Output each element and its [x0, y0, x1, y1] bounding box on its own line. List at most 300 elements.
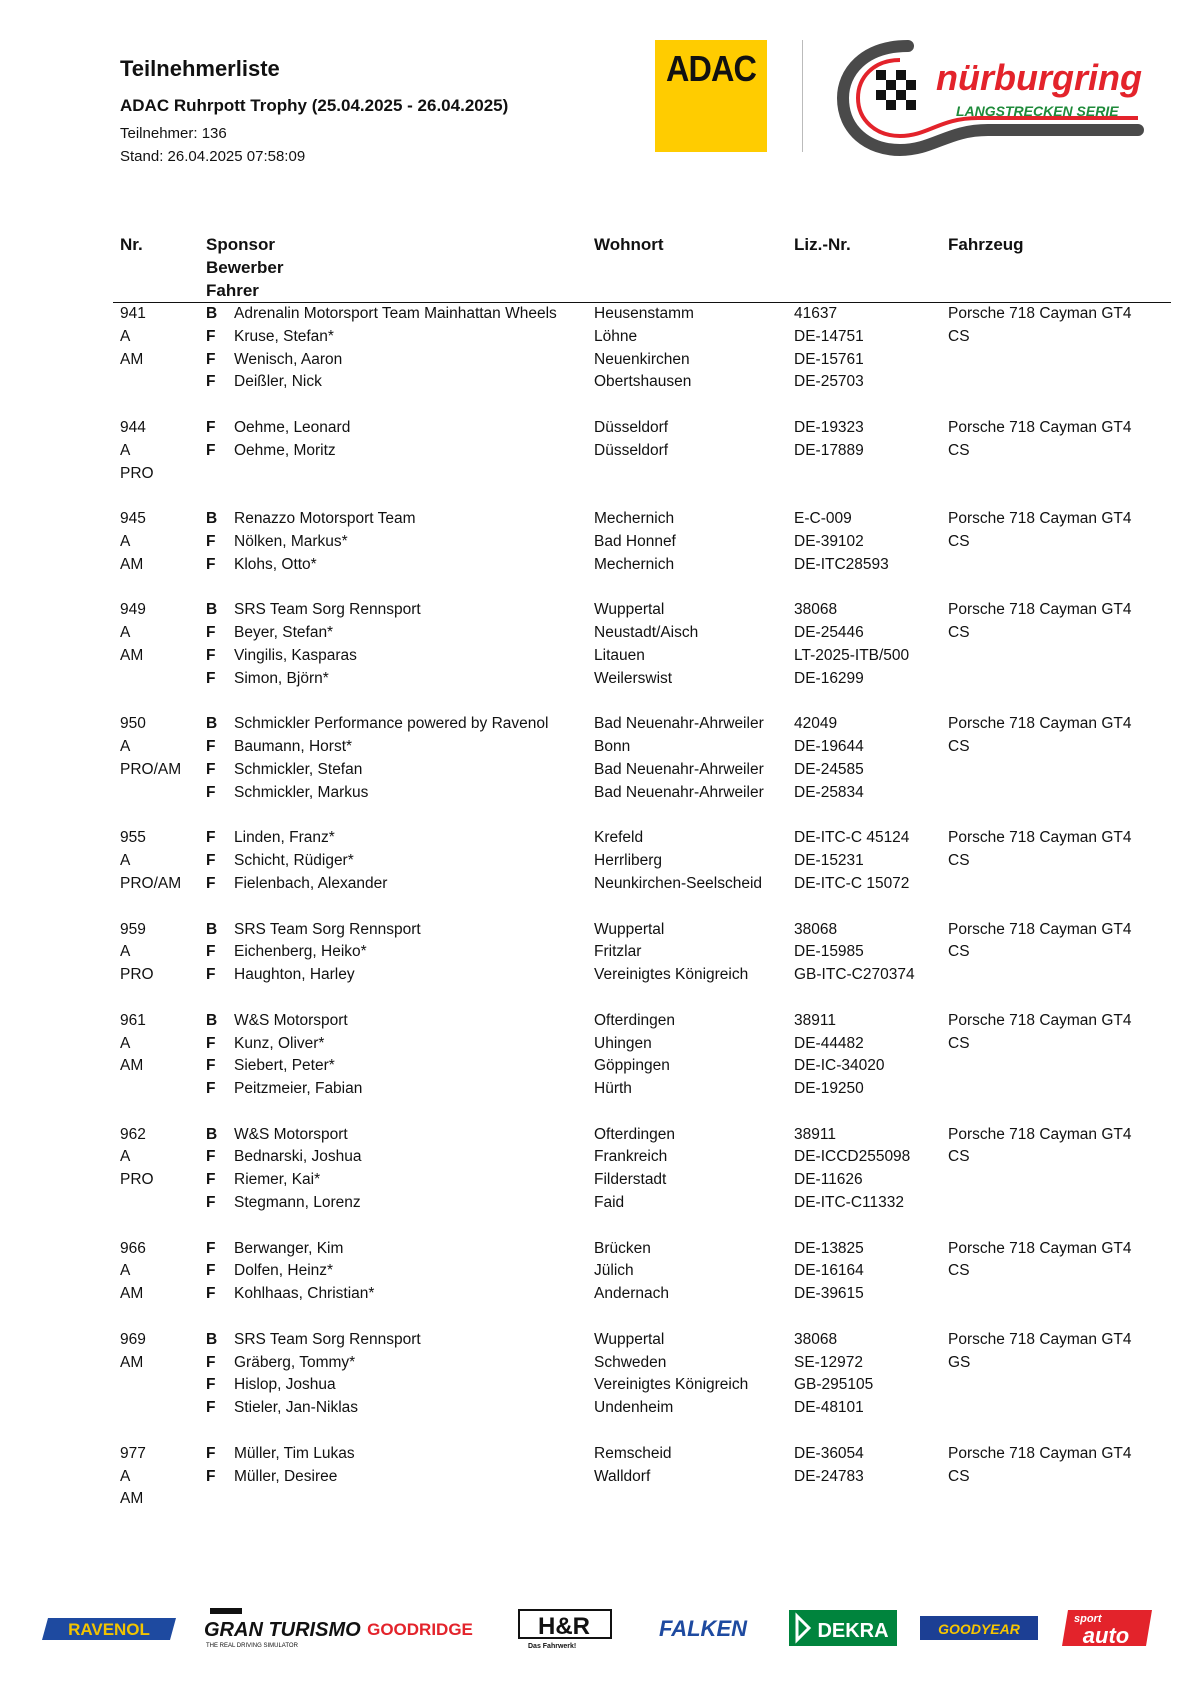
- role-code: B: [206, 1125, 218, 1143]
- table-row: [0, 1010, 1190, 1033]
- residence: Neunkirchen-Seelscheid: [594, 874, 763, 892]
- dekra-text: DEKRA: [817, 1620, 889, 1642]
- entry-group: [0, 417, 1190, 508]
- vehicle: CS: [948, 327, 970, 345]
- role-code: B: [206, 1011, 218, 1029]
- license-number: DE-14751: [794, 327, 864, 345]
- entry-spacer: [0, 1101, 1190, 1124]
- residence: Faid: [594, 1194, 625, 1212]
- role-code: F: [206, 1239, 216, 1257]
- entry-spacer: [0, 1420, 1190, 1443]
- role-code: F: [206, 760, 216, 778]
- role-code: F: [206, 852, 216, 870]
- vehicle: Porsche 718 Cayman GT4: [948, 1239, 1132, 1257]
- table-row: [0, 303, 1190, 326]
- residence: Vereinigtes Königreich: [594, 1376, 749, 1394]
- participant-name: SRS Team Sorg Rennsport: [234, 920, 421, 938]
- residence: Jülich: [594, 1262, 634, 1280]
- vehicle: Porsche 718 Cayman GT4: [948, 1125, 1132, 1143]
- table-row: [0, 1033, 1190, 1056]
- license-number: 42049: [794, 715, 838, 733]
- table-row: [0, 554, 1190, 577]
- participant-name: Linden, Franz*: [234, 829, 335, 847]
- license-number: GB-ITC-C270374: [794, 966, 915, 984]
- entry-spacer: [0, 577, 1190, 600]
- vehicle: Porsche 718 Cayman GT4: [948, 829, 1132, 847]
- residence: Wuppertal: [594, 920, 665, 938]
- entry-class: 950: [120, 715, 146, 733]
- table-row: [0, 417, 1190, 440]
- document-title: Teilnehmerliste: [120, 56, 280, 81]
- license-number: DE-19323: [794, 418, 864, 436]
- vehicle: CS: [948, 624, 970, 642]
- role-code: F: [206, 1467, 216, 1485]
- nurburgring-logo: [838, 38, 1163, 156]
- residence: Vereinigtes Königreich: [594, 966, 749, 984]
- residence: Löhne: [594, 327, 638, 345]
- role-code: B: [206, 305, 218, 322]
- nurburgring-wordmark: nürburgring: [936, 57, 1142, 98]
- gran-turismo-sub: THE REAL DRIVING SIMULATOR: [206, 1643, 298, 1649]
- role-code: F: [206, 1194, 216, 1212]
- logo-divider: [802, 40, 803, 152]
- license-number: DE-17889: [794, 441, 864, 459]
- table-row: [0, 1192, 1190, 1215]
- col-fahrzeug: Fahrzeug: [948, 235, 1024, 254]
- entry-spacer: [0, 1511, 1190, 1534]
- table-row: [0, 645, 1190, 668]
- col-wohnort: Wohnort: [594, 235, 664, 254]
- entry-class: AM: [120, 350, 144, 368]
- vehicle: Porsche 718 Cayman GT4: [948, 1444, 1132, 1462]
- nurburgring-subtitle: LANGSTRECKEN SERIE: [956, 103, 1119, 119]
- participant-name: W&S Motorsport: [234, 1011, 348, 1029]
- goodridge-logo: [345, 1606, 495, 1650]
- entry-class: 977: [120, 1444, 146, 1462]
- license-number: DE-25834: [794, 783, 864, 801]
- license-number: DE-16164: [794, 1262, 864, 1280]
- entry-class: PRO: [120, 464, 154, 482]
- role-code: F: [206, 441, 216, 459]
- vehicle: Porsche 718 Cayman GT4: [948, 601, 1132, 619]
- entry-class: AM: [120, 646, 144, 664]
- sport-auto-sub: sport: [1074, 1613, 1102, 1625]
- participant-name: Schmickler, Stefan: [234, 760, 363, 778]
- residence: Neustadt/Aisch: [594, 624, 699, 642]
- entry-group: [0, 1329, 1190, 1443]
- table-row: [0, 759, 1190, 782]
- role-code: F: [206, 1034, 216, 1052]
- vehicle: CS: [948, 943, 970, 961]
- table-row: [0, 668, 1190, 691]
- table-row: [0, 782, 1190, 805]
- vehicle: Porsche 718 Cayman GT4: [948, 418, 1132, 436]
- license-number: GB-295105: [794, 1376, 874, 1394]
- role-code: F: [206, 532, 216, 550]
- table-row: [0, 736, 1190, 759]
- entry-group: [0, 599, 1190, 713]
- entry-spacer: [0, 485, 1190, 508]
- license-number: DE-11626: [794, 1171, 863, 1189]
- residence: Bonn: [594, 738, 631, 756]
- entry-spacer: [0, 691, 1190, 714]
- participant-name: Beyer, Stefan*: [234, 624, 334, 642]
- participant-name: Haughton, Harley: [234, 966, 355, 984]
- license-number: 38068: [794, 1330, 838, 1348]
- entry-class: 962: [120, 1125, 146, 1143]
- col-sponsor: Sponsor: [206, 235, 275, 254]
- goodridge-text: GOODRIDGE: [367, 1620, 473, 1639]
- vehicle: CS: [948, 852, 970, 870]
- participant-name: Riemer, Kai*: [234, 1171, 321, 1189]
- table-row: [0, 1397, 1190, 1420]
- role-code: B: [206, 1330, 218, 1348]
- entry-spacer: [0, 987, 1190, 1010]
- table-row: [0, 873, 1190, 896]
- entry-class: AM: [120, 1057, 144, 1075]
- table-row: [0, 1443, 1190, 1466]
- entry-group: [0, 827, 1190, 918]
- table-row: [0, 349, 1190, 372]
- table-row: [0, 850, 1190, 873]
- table-row: [0, 1466, 1190, 1489]
- participant-name: Kohlhaas, Christian*: [234, 1285, 375, 1303]
- entry-class: PRO/AM: [120, 760, 182, 778]
- entry-class: 944: [120, 418, 146, 436]
- license-number: DE-ITC-C 45124: [794, 829, 910, 847]
- participant-name: Eichenberg, Heiko*: [234, 943, 367, 961]
- vehicle: Porsche 718 Cayman GT4: [948, 1011, 1132, 1029]
- entry-spacer: [0, 394, 1190, 417]
- vehicle: CS: [948, 1262, 970, 1280]
- role-code: F: [206, 1444, 216, 1462]
- role-code: F: [206, 738, 216, 756]
- role-code: B: [206, 920, 218, 938]
- license-number: DE-25703: [794, 373, 864, 391]
- entry-group: [0, 713, 1190, 827]
- entry-group: [0, 1238, 1190, 1329]
- entry-spacer: [0, 1215, 1190, 1238]
- participants-count: Teilnehmer: 136: [120, 125, 227, 142]
- entry-class: A: [120, 624, 131, 642]
- hr-logo: [518, 1606, 613, 1650]
- entry-class: 966: [120, 1239, 146, 1257]
- role-code: F: [206, 1080, 216, 1098]
- entry-spacer: [0, 1306, 1190, 1329]
- license-number: DE-ICCD255098: [794, 1148, 911, 1166]
- role-code: B: [206, 510, 218, 528]
- residence: Düsseldorf: [594, 441, 669, 459]
- gran-turismo-text: GRAN TURISMO: [204, 1619, 361, 1641]
- role-code: F: [206, 943, 216, 961]
- license-number: 38068: [794, 601, 838, 619]
- participant-name: Stieler, Jan-Niklas: [234, 1399, 359, 1417]
- entry-class: 959: [120, 920, 146, 938]
- participant-name: Deißler, Nick: [234, 373, 322, 391]
- license-number: DE-39615: [794, 1285, 864, 1303]
- residence: Weilerswist: [594, 669, 673, 687]
- role-code: F: [206, 1376, 216, 1394]
- table-row: [0, 599, 1190, 622]
- entry-class: 941: [120, 305, 146, 322]
- participant-name: Baumann, Horst*: [234, 738, 353, 756]
- col-bewerber: Bewerber: [206, 258, 284, 277]
- vehicle: CS: [948, 1148, 970, 1166]
- license-number: DE-16299: [794, 669, 864, 687]
- license-number: DE-19644: [794, 738, 864, 756]
- sport-auto-logo: [1062, 1606, 1154, 1650]
- participant-name: Adrenalin Motorsport Team Mainhattan Wheels: [234, 305, 557, 322]
- residence: Schweden: [594, 1353, 667, 1371]
- entry-class: 969: [120, 1330, 146, 1348]
- entry-group: [0, 508, 1190, 599]
- participant-name: Vingilis, Kasparas: [234, 646, 357, 664]
- table-row: [0, 371, 1190, 394]
- ravenol-logo: [40, 1606, 180, 1650]
- residence: Düsseldorf: [594, 418, 669, 436]
- role-code: F: [206, 646, 216, 664]
- role-code: F: [206, 418, 216, 436]
- entry-class: PRO/AM: [120, 874, 182, 892]
- table-row: [0, 941, 1190, 964]
- entry-spacer: [0, 896, 1190, 919]
- vehicle: Porsche 718 Cayman GT4: [948, 715, 1132, 733]
- table-row: [0, 964, 1190, 987]
- role-code: F: [206, 350, 216, 368]
- role-code: F: [206, 1148, 216, 1166]
- residence: Bad Neuenahr-Ahrweiler: [594, 783, 764, 801]
- residence: Wuppertal: [594, 601, 665, 619]
- residence: Brücken: [594, 1239, 651, 1257]
- gran-turismo-logo: [202, 1606, 361, 1650]
- entry-class: A: [120, 943, 131, 961]
- vehicle: CS: [948, 1034, 970, 1052]
- participant-name: Kunz, Oliver*: [234, 1034, 325, 1052]
- residence: Bad Neuenahr-Ahrweiler: [594, 715, 764, 733]
- entry-class: PRO: [120, 1171, 154, 1189]
- table-row: [0, 1329, 1190, 1352]
- role-code: F: [206, 829, 216, 847]
- role-code: F: [206, 1285, 216, 1303]
- table-row: [0, 1488, 1190, 1511]
- license-number: DE-ITC-C11332: [794, 1194, 904, 1212]
- vehicle: Porsche 718 Cayman GT4: [948, 1330, 1132, 1348]
- event-title: ADAC Ruhrpott Trophy (25.04.2025 - 26.04.2025): [120, 96, 509, 115]
- participant-name: Bednarski, Joshua: [234, 1148, 362, 1166]
- residence: Heusenstamm: [594, 305, 694, 322]
- participant-name: Wenisch, Aaron: [234, 350, 343, 368]
- entry-class: A: [120, 1148, 131, 1166]
- col-nr: Nr.: [120, 235, 143, 254]
- participant-name: Oehme, Moritz: [234, 441, 336, 459]
- residence: Obertshausen: [594, 373, 692, 391]
- col-liz: Liz.-Nr.: [794, 235, 851, 254]
- residence: Frankreich: [594, 1148, 668, 1166]
- license-number: DE-ITC28593: [794, 555, 889, 573]
- entry-class: 955: [120, 829, 146, 847]
- residence: Remscheid: [594, 1444, 672, 1462]
- residence: Krefeld: [594, 829, 644, 847]
- license-number: SE-12972: [794, 1353, 863, 1371]
- license-number: DE-IC-34020: [794, 1057, 885, 1075]
- col-fahrer: Fahrer: [206, 281, 259, 300]
- entry-class: PRO: [120, 966, 154, 984]
- role-code: F: [206, 1353, 216, 1371]
- table-row: [0, 1146, 1190, 1169]
- residence: Hürth: [594, 1080, 632, 1098]
- license-number: 41637: [794, 305, 838, 322]
- license-number: LT-2025-ITB/500: [794, 646, 910, 664]
- hr-sub: Das Fahrwerk!: [528, 1643, 577, 1650]
- license-number: 38911: [794, 1125, 836, 1143]
- role-code: F: [206, 555, 216, 573]
- entry-class: A: [120, 327, 131, 345]
- residence: Göppingen: [594, 1057, 670, 1075]
- residence: Uhingen: [594, 1034, 652, 1052]
- participant-name: Gräberg, Tommy*: [234, 1353, 356, 1371]
- table-row: [0, 1078, 1190, 1101]
- role-code: F: [206, 669, 216, 687]
- entry-class: A: [120, 738, 131, 756]
- residence: Undenheim: [594, 1399, 674, 1417]
- entry-class: 949: [120, 601, 146, 619]
- table-row: [0, 508, 1190, 531]
- role-code: F: [206, 966, 216, 984]
- table-row: [0, 1260, 1190, 1283]
- entry-class: AM: [120, 1490, 144, 1508]
- residence: Mechernich: [594, 510, 675, 528]
- license-number: DE-13825: [794, 1239, 864, 1257]
- residence: Bad Neuenahr-Ahrweiler: [594, 760, 764, 778]
- residence: Fritzlar: [594, 943, 642, 961]
- residence: Filderstadt: [594, 1171, 667, 1189]
- residence: Ofterdingen: [594, 1011, 675, 1029]
- entry-class: AM: [120, 1353, 144, 1371]
- role-code: F: [206, 624, 216, 642]
- role-code: B: [206, 715, 218, 733]
- entry-class: A: [120, 852, 131, 870]
- participant-name: Peitzmeier, Fabian: [234, 1080, 363, 1098]
- vehicle: CS: [948, 441, 970, 459]
- entry-group: [0, 919, 1190, 1010]
- entry-class: A: [120, 1262, 131, 1280]
- role-code: F: [206, 327, 216, 345]
- participant-name: Dolfen, Heinz*: [234, 1262, 334, 1280]
- goodyear-text: GOODYEAR: [938, 1621, 1020, 1637]
- table-row: [0, 1283, 1190, 1306]
- participant-name: Schicht, Rüdiger*: [234, 852, 354, 870]
- residence: Walldorf: [594, 1467, 651, 1485]
- vehicle: GS: [948, 1353, 971, 1371]
- participant-name: Oehme, Leonard: [234, 418, 351, 436]
- residence: Wuppertal: [594, 1330, 665, 1348]
- participant-name: Simon, Björn*: [234, 669, 329, 687]
- entry-class: AM: [120, 1285, 144, 1303]
- residence: Neuenkirchen: [594, 350, 690, 368]
- role-code: F: [206, 783, 216, 801]
- vehicle: Porsche 718 Cayman GT4: [948, 305, 1132, 322]
- adac-logo-text: ADAC: [666, 48, 756, 89]
- participant-name: W&S Motorsport: [234, 1125, 348, 1143]
- license-number: DE-39102: [794, 532, 864, 550]
- residence: Litauen: [594, 646, 645, 664]
- participant-name: Hislop, Joshua: [234, 1376, 336, 1394]
- residence: Andernach: [594, 1285, 669, 1303]
- license-number: DE-15761: [794, 350, 864, 368]
- participant-name: SRS Team Sorg Rennsport: [234, 1330, 421, 1348]
- participant-name: Müller, Desiree: [234, 1467, 338, 1485]
- participant-name: Fielenbach, Alexander: [234, 874, 388, 892]
- table-row: [0, 713, 1190, 736]
- license-number: DE-36054: [794, 1444, 864, 1462]
- residence: Bad Honnef: [594, 532, 676, 550]
- role-code: F: [206, 1057, 216, 1075]
- falken-logo: [638, 1606, 768, 1650]
- license-number: DE-44482: [794, 1034, 864, 1052]
- license-number: DE-24585: [794, 760, 864, 778]
- sport-auto-text: auto: [1082, 1623, 1130, 1648]
- participant-name: Berwanger, Kim: [234, 1239, 344, 1257]
- table-row: [0, 1124, 1190, 1147]
- status-timestamp: Stand: 26.04.2025 07:58:09: [120, 148, 306, 165]
- license-number: DE-25446: [794, 624, 864, 642]
- license-number: DE-ITC-C 15072: [794, 874, 910, 892]
- sponsor-bar: [0, 1606, 1190, 1650]
- entry-class: AM: [120, 555, 144, 573]
- table-row: [0, 1169, 1190, 1192]
- participant-name: Kruse, Stefan*: [234, 327, 334, 345]
- role-code: F: [206, 1262, 216, 1280]
- table-row: [0, 919, 1190, 942]
- entry-group: [0, 303, 1190, 417]
- license-number: DE-48101: [794, 1399, 864, 1417]
- participant-name: Siebert, Peter*: [234, 1057, 335, 1075]
- entry-class: A: [120, 1467, 131, 1485]
- vehicle: CS: [948, 532, 970, 550]
- table-row: [0, 1374, 1190, 1397]
- entry-list: [0, 303, 1190, 1534]
- residence: Ofterdingen: [594, 1125, 675, 1143]
- dekra-logo: [789, 1606, 897, 1650]
- table-row: [0, 1055, 1190, 1078]
- entry-class: 961: [120, 1011, 146, 1029]
- participant-name: SRS Team Sorg Rennsport: [234, 601, 421, 619]
- entry-class: A: [120, 532, 131, 550]
- license-number: DE-15985: [794, 943, 864, 961]
- entry-spacer: [0, 805, 1190, 828]
- license-number: DE-19250: [794, 1080, 864, 1098]
- table-row: [0, 1238, 1190, 1261]
- role-code: F: [206, 1171, 216, 1189]
- table-row: [0, 463, 1190, 486]
- participant-name: Stegmann, Lorenz: [234, 1194, 361, 1212]
- role-code: F: [206, 1399, 216, 1417]
- table-row: [0, 622, 1190, 645]
- vehicle: CS: [948, 738, 970, 756]
- falken-text: FALKEN: [659, 1616, 747, 1641]
- ravenol-text: RAVENOL: [68, 1620, 150, 1639]
- license-number: 38068: [794, 920, 838, 938]
- participant-name: Klohs, Otto*: [234, 555, 317, 573]
- participant-name: Schmickler, Markus: [234, 783, 369, 801]
- table-row: [0, 827, 1190, 850]
- role-code: F: [206, 874, 216, 892]
- participant-name: Nölken, Markus*: [234, 532, 348, 550]
- entry-class: 945: [120, 510, 146, 528]
- license-number: DE-15231: [794, 852, 864, 870]
- residence: Mechernich: [594, 555, 675, 573]
- participant-name: Renazzo Motorsport Team: [234, 510, 416, 528]
